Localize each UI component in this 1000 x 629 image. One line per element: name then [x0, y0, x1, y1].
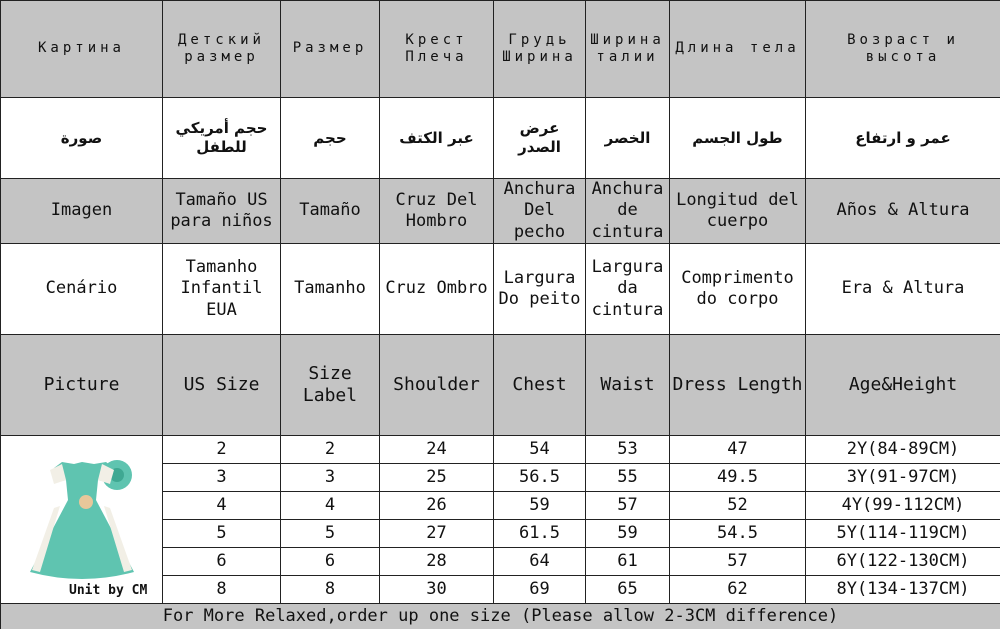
header-text: Cenário [46, 278, 118, 298]
header-cell [163, 1, 281, 98]
header-text: Крест Плеча [405, 32, 467, 66]
header-text: Picture [44, 374, 120, 395]
table-cell: 8 [281, 576, 380, 604]
table-cell: 47 [670, 436, 806, 464]
header-text: صورة [1, 129, 162, 148]
header-cell [670, 244, 806, 335]
table-cell: 52 [670, 492, 806, 520]
header-row-ar [1, 98, 1000, 179]
table-cell: 5Y(114-119CM) [806, 520, 1000, 548]
unit-label: Unit by CM [69, 583, 147, 599]
footer-note: For More Relaxed,order up one size (Please allow 2-3CM difference) [1, 604, 1000, 629]
header-cell [494, 98, 586, 179]
header-text: Age&Height [849, 374, 957, 395]
header-cell [380, 244, 494, 335]
header-text: عبر الكتف [380, 129, 493, 148]
header-text: Cruz Del Hombro [396, 190, 478, 231]
table-cell: 24 [380, 436, 494, 464]
header-cell [494, 1, 586, 98]
header-cell [1, 179, 163, 244]
header-cell [670, 179, 806, 244]
header-text: عمر و ارتفاع [806, 129, 1000, 148]
table-cell: 6 [163, 548, 281, 576]
table-cell: 4 [281, 492, 380, 520]
header-text: Largura da cintura [592, 257, 664, 320]
header-cell [670, 335, 806, 436]
table-cell: 61 [586, 548, 670, 576]
table-cell: 57 [586, 492, 670, 520]
header-cell [586, 179, 670, 244]
header-text: طول الجسم [670, 129, 805, 148]
table-cell: 8 [163, 576, 281, 604]
table-cell: 2 [281, 436, 380, 464]
header-cell [806, 1, 1000, 98]
table-row [1, 436, 1000, 464]
header-cell [281, 98, 380, 179]
header-text: US Size [184, 374, 260, 395]
header-text: Размер [293, 40, 368, 56]
header-text: عرض الصدر [494, 119, 585, 157]
header-cell [806, 98, 1000, 179]
header-cell [670, 98, 806, 179]
header-cell [806, 179, 1000, 244]
header-text: Tamaño US para niños [170, 190, 272, 231]
header-cell [281, 335, 380, 436]
header-text: Size Label [303, 363, 357, 407]
header-cell [281, 244, 380, 335]
header-text: Ширина талии [590, 32, 665, 66]
table-cell: 54 [494, 436, 586, 464]
header-text: Waist [600, 374, 654, 395]
table-cell: 4 [163, 492, 281, 520]
header-text: Длина тела [675, 40, 799, 56]
header-cell [380, 1, 494, 98]
header-cell [380, 335, 494, 436]
table-cell: 5 [163, 520, 281, 548]
header-text: Anchura de cintura [592, 179, 664, 242]
table-cell: 57 [670, 548, 806, 576]
header-cell [1, 98, 163, 179]
table-cell: 30 [380, 576, 494, 604]
table-cell: 26 [380, 492, 494, 520]
table-cell: 28 [380, 548, 494, 576]
header-text: Chest [512, 374, 566, 395]
header-cell [494, 335, 586, 436]
header-cell [1, 1, 163, 98]
table-cell: 54.5 [670, 520, 806, 548]
table-cell: 27 [380, 520, 494, 548]
header-cell [494, 244, 586, 335]
table-cell: 65 [586, 576, 670, 604]
footer-row [1, 604, 1000, 629]
dress-picture-cell [1, 436, 163, 604]
header-text: Era & Altura [842, 278, 965, 298]
table-cell: 64 [494, 548, 586, 576]
header-cell [494, 179, 586, 244]
table-cell: 6Y(122-130CM) [806, 548, 1000, 576]
header-text: Años & Altura [836, 200, 969, 220]
header-text: Imagen [51, 200, 112, 220]
header-cell [380, 179, 494, 244]
header-text: حجم أمريكي للطفل [163, 119, 280, 157]
table-cell: 6 [281, 548, 380, 576]
header-cell [281, 1, 380, 98]
header-row-ru [1, 1, 1000, 98]
header-text: Longitud del cuerpo [676, 190, 799, 231]
header-cell [163, 335, 281, 436]
header-text: Comprimento do corpo [681, 268, 794, 309]
dress-image [2, 440, 162, 600]
header-cell [806, 335, 1000, 436]
table-cell: 5 [281, 520, 380, 548]
header-text: Cruz Ombro [385, 278, 487, 298]
header-text: Возраст и высота [847, 32, 959, 66]
header-row-pt [1, 244, 1000, 335]
header-text: Anchura Del pecho [504, 179, 576, 242]
header-text: الخصر [586, 129, 669, 148]
header-cell [586, 1, 670, 98]
header-cell [281, 179, 380, 244]
header-cell [586, 98, 670, 179]
header-cell [586, 244, 670, 335]
header-cell [1, 335, 163, 436]
header-cell [1, 244, 163, 335]
table-cell: 61.5 [494, 520, 586, 548]
header-cell [586, 335, 670, 436]
header-cell [163, 98, 281, 179]
header-text: Грудь Ширина [502, 32, 577, 66]
table-cell: 49.5 [670, 464, 806, 492]
header-row-en [1, 335, 1000, 436]
table-cell: 3 [163, 464, 281, 492]
table-cell: 55 [586, 464, 670, 492]
header-row-es [1, 179, 1000, 244]
header-cell [380, 98, 494, 179]
header-text: حجم [281, 129, 379, 148]
header-cell [806, 244, 1000, 335]
table-cell: 59 [586, 520, 670, 548]
table-cell: 2Y(84-89CM) [806, 436, 1000, 464]
header-text: Картина [38, 40, 125, 56]
table-cell: 4Y(99-112CM) [806, 492, 1000, 520]
header-text: Shoulder [393, 374, 480, 395]
header-text: Dress Length [672, 374, 802, 395]
table-cell: 56.5 [494, 464, 586, 492]
header-text: Tamaño [299, 200, 360, 220]
table-cell: 3Y(91-97CM) [806, 464, 1000, 492]
header-text: Детский размер [178, 32, 265, 66]
table-cell: 8Y(134-137CM) [806, 576, 1000, 604]
table-cell: 69 [494, 576, 586, 604]
table-cell: 53 [586, 436, 670, 464]
table-cell: 25 [380, 464, 494, 492]
table-cell: 3 [281, 464, 380, 492]
header-cell [163, 244, 281, 335]
header-text: Largura Do peito [499, 268, 581, 309]
table-cell: 62 [670, 576, 806, 604]
header-cell [163, 179, 281, 244]
table-cell: 59 [494, 492, 586, 520]
header-cell [670, 1, 806, 98]
header-text: Tamanho [294, 278, 366, 298]
header-text: Tamanho Infantil EUA [181, 257, 263, 320]
table-cell: 2 [163, 436, 281, 464]
